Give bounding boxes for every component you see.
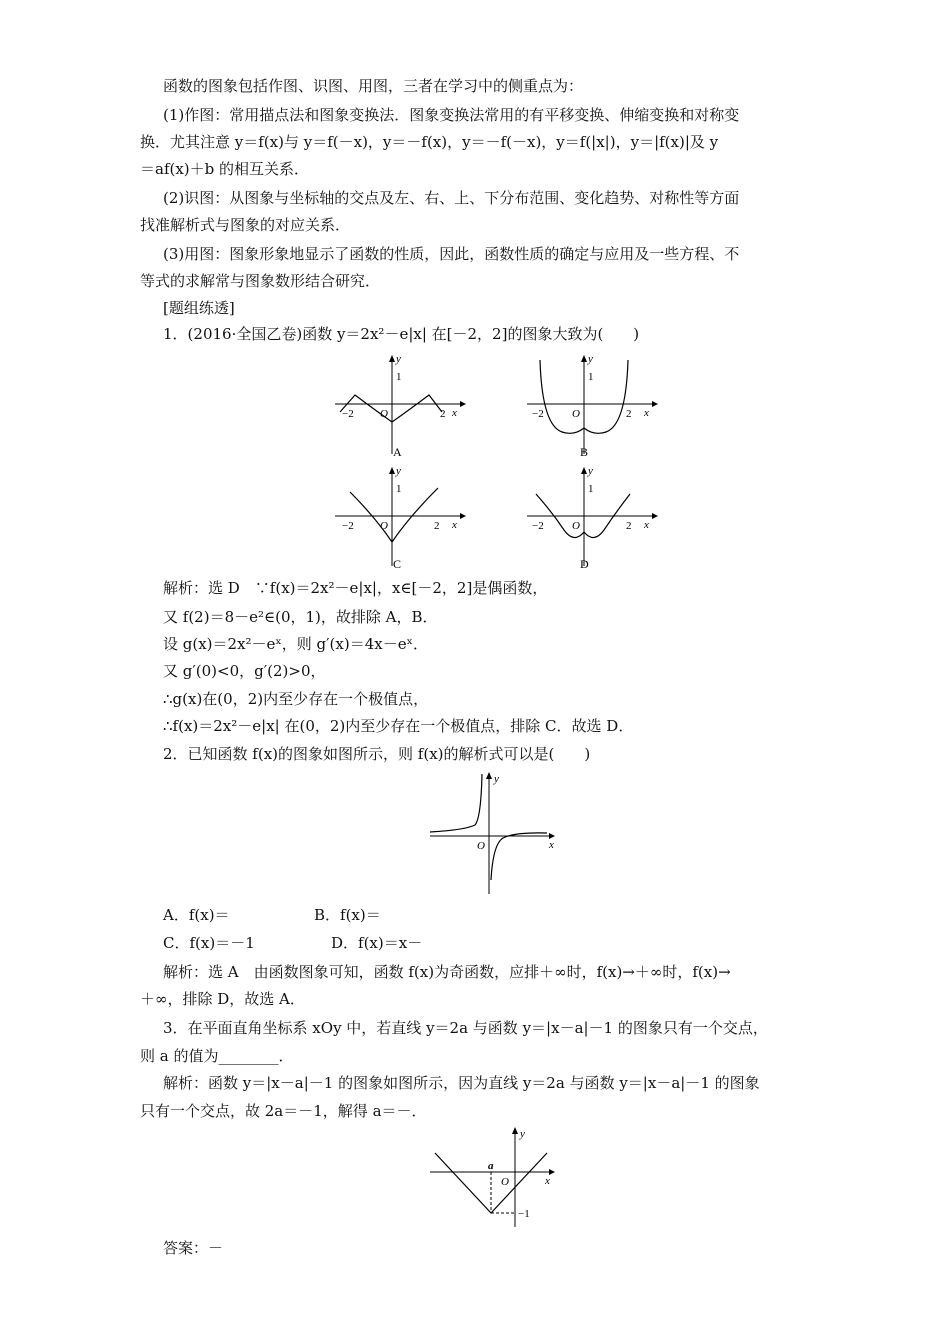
graph-question-3	[425, 1125, 560, 1230]
tick-neg2: −2	[532, 408, 544, 420]
solution-1-line: 又 g′(0)<0，g′(2)>0，	[163, 662, 326, 680]
graph-option-c	[330, 462, 470, 572]
section-heading: [题组练透]	[163, 299, 235, 317]
option-c-text: C．f(x)＝－1	[163, 934, 255, 952]
x-axis-label: x	[452, 407, 457, 419]
x-axis-label: x	[549, 839, 554, 851]
graph-option-d	[522, 462, 662, 572]
question-3: 则 a 的值为________．	[140, 1047, 294, 1065]
intro-line: 函数的图象包括作图、识图、用图，三者在学习中的侧重点为：	[163, 77, 584, 95]
point-2-line: 找准解析式与图象的对应关系．	[140, 216, 351, 234]
tick-one: 1	[588, 483, 594, 495]
y-axis-label: y	[520, 1128, 525, 1140]
option-b-text: B．f(x)＝	[314, 906, 381, 924]
tick-neg2: −2	[532, 520, 544, 532]
solution-2-line: ＋∞，排除 D，故选 A．	[140, 990, 305, 1008]
solution-3-line: 只有一个交点，故 2a＝－1，解得 a＝－．	[140, 1102, 427, 1120]
tick-two: 2	[626, 408, 632, 420]
point-2-line: (2)识图：从图象与坐标轴的交点及左、右、上、下分布范围、变化趋势、对称性等方面	[163, 189, 740, 207]
a-label: a	[488, 1160, 494, 1172]
solution-1-line: 解析：选 D ∵f(x)＝2x²－e|x|，x∈[－2，2]是偶函数，	[163, 579, 548, 597]
y-axis-label: y	[494, 773, 499, 785]
tick-neg2: −2	[342, 408, 354, 420]
solution-3-line: 解析：函数 y＝|x－a|－1 的图象如图所示，因为直线 y＝2a 与函数 y＝|x－a|－1 的图象	[163, 1074, 760, 1092]
point-1-line: (1)作图：常用描点法和图象变换法．图象变换法常用的有平移变换、伸缩变换和对称变	[163, 106, 740, 124]
x-axis-label: x	[644, 519, 649, 531]
tick-one: 1	[396, 371, 402, 383]
question-3: 3．在平面直角坐标系 xOy 中，若直线 y＝2a 与函数 y＝|x－a|－1 的图象只有一个交点，	[163, 1019, 768, 1037]
option-label-b: B	[580, 445, 589, 459]
solution-1-line: 又 f(2)＝8－e²∈(0，1)，故排除 A，B．	[163, 608, 438, 626]
x-axis-label: x	[644, 407, 649, 419]
question-2: 2．已知函数 f(x)的图象如图所示，则 f(x)的解析式可以是( )	[163, 745, 591, 763]
solution-1-line: ∴f(x)＝2x²－e|x| 在(0，2)内至少存在一个极值点，排除 C．故选 D．	[163, 717, 634, 735]
origin-label: O	[501, 1176, 509, 1188]
tick-two: 2	[440, 408, 446, 420]
solution-2-line: 解析：选 A 由函数图象可知，函数 f(x)为奇函数，应排＋∞时，f(x)→＋∞时，f(x)→	[163, 963, 731, 981]
solution-1-line: ∴g(x)在(0，2)内至少存在一个极值点，	[163, 690, 429, 708]
option-label-d: D	[580, 557, 589, 571]
origin-label: O	[477, 840, 485, 852]
tick-two: 2	[434, 520, 440, 532]
point-3-line: 等式的求解常与图象数形结合研究．	[140, 272, 381, 290]
y-axis-label: y	[396, 465, 401, 477]
tick-two: 2	[626, 520, 632, 532]
option-d-text: D．f(x)＝x－	[331, 934, 423, 952]
origin-label: O	[380, 408, 388, 420]
option-label-c: C	[393, 557, 402, 571]
y-axis-label: y	[588, 465, 593, 477]
origin-label: O	[380, 520, 388, 532]
graph-question-2	[425, 770, 560, 900]
tick-neg2: −2	[342, 520, 354, 532]
origin-label: O	[572, 408, 580, 420]
graph-option-b	[522, 350, 662, 460]
solution-1-line: 设 g(x)＝2x²－eˣ，则 g′(x)＝4x－eˣ．	[163, 635, 428, 653]
tick-neg1: −1	[518, 1208, 530, 1220]
option-label-a: A	[393, 445, 402, 459]
option-a-text: A．f(x)＝	[163, 906, 230, 924]
graph-option-a	[330, 350, 470, 460]
tick-one: 1	[396, 483, 402, 495]
origin-label: O	[572, 520, 580, 532]
point-1-line: 换．尤其注意 y＝f(x)与 y＝f(－x)，y＝－f(x)，y＝－f(－x)，y＝f(|x|)，y＝|f(x)|及 y	[140, 133, 719, 151]
answer-line: 答案：－	[163, 1239, 224, 1257]
x-axis-label: x	[452, 519, 457, 531]
question-1: 1．(2016·全国乙卷)函数 y＝2x²－e|x| 在[－2，2]的图象大致为( )	[163, 325, 640, 343]
point-3-line: (3)用图：图象形象地显示了函数的性质，因此，函数性质的确定与应用及一些方程、不	[163, 245, 740, 263]
y-axis-label: y	[588, 353, 593, 365]
tick-one: 1	[588, 371, 594, 383]
y-axis-label: y	[396, 353, 401, 365]
x-axis-label: x	[545, 1175, 550, 1187]
point-1-line: ＝af(x)＋b 的相互关系．	[140, 160, 310, 178]
